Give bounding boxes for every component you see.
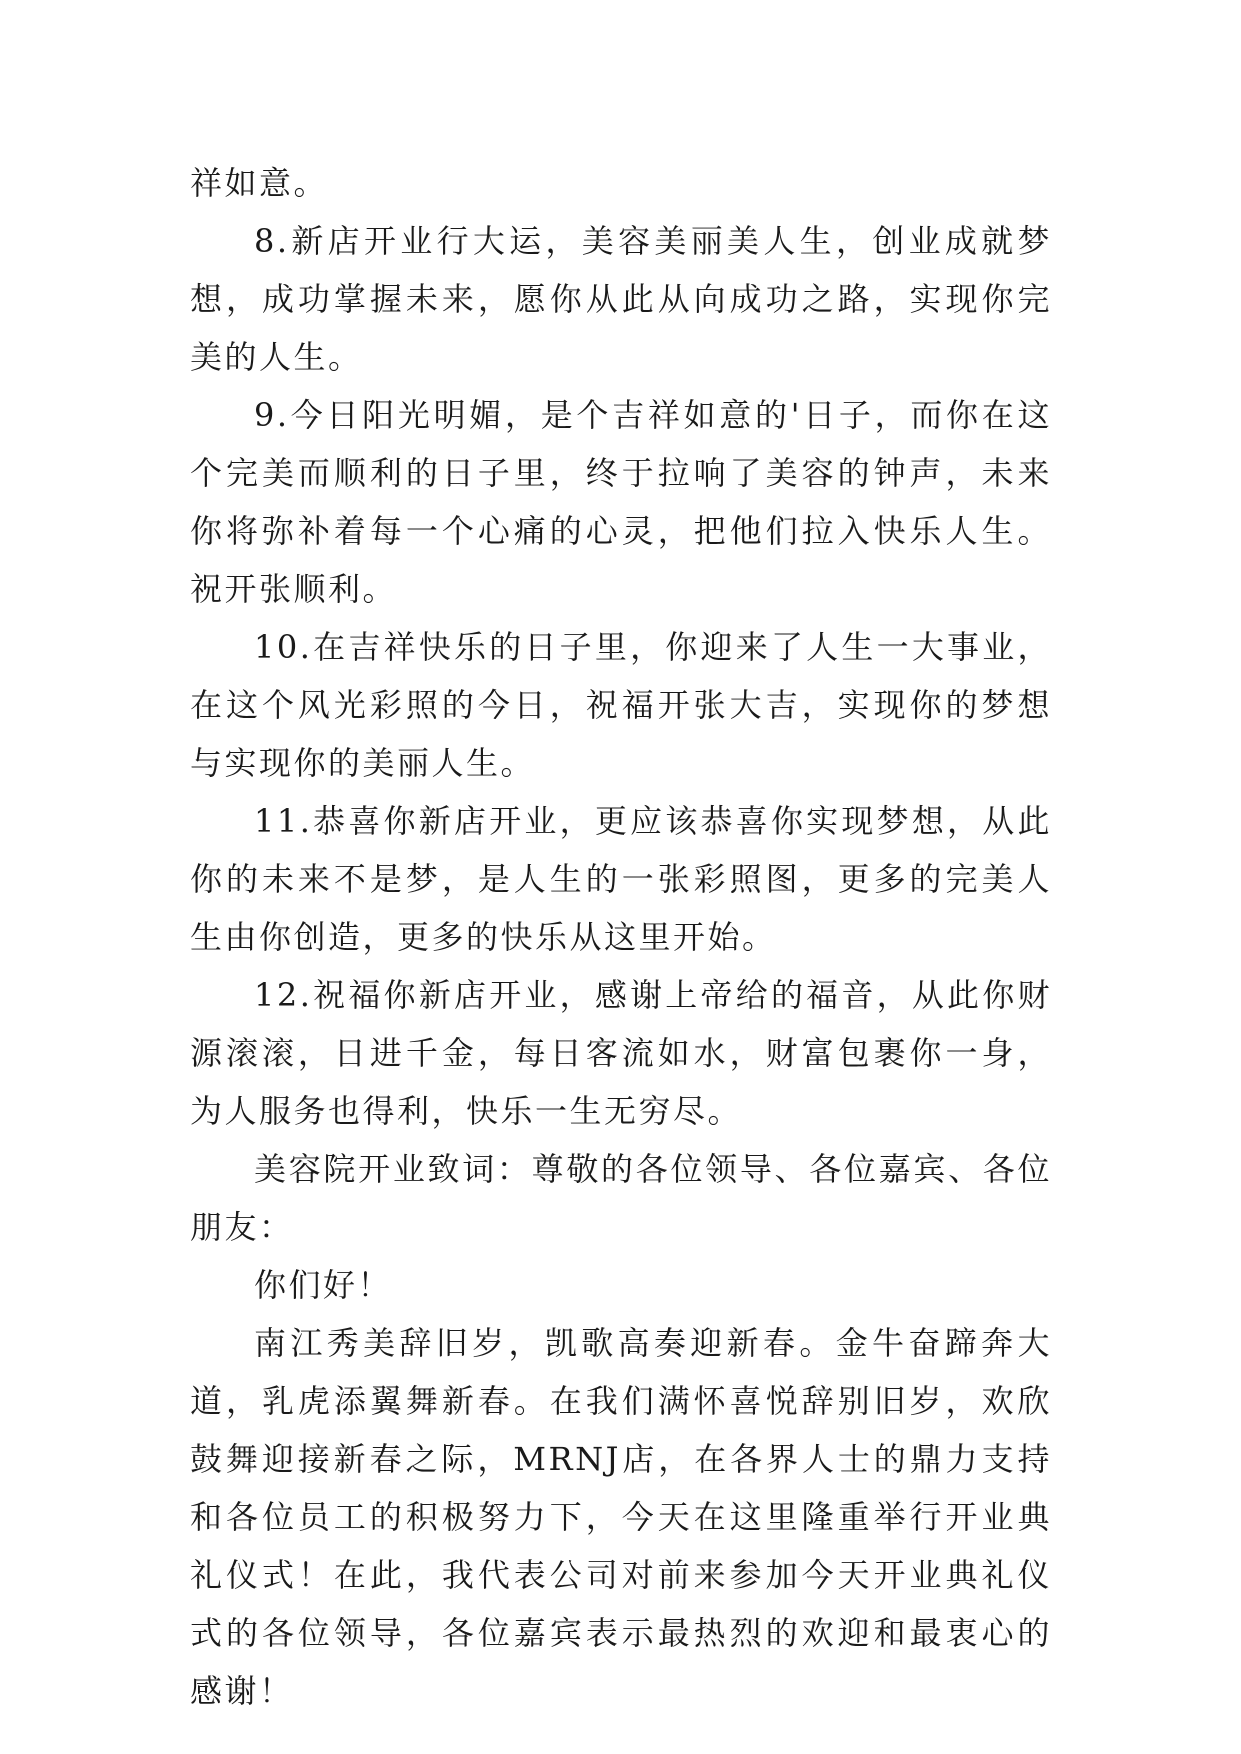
paragraph-blessing-12: 12.祝福你新店开业，感谢上帝给的福音，从此你财源滚滚，日进千金，每日客流如水，财富包裹你一身，为人服务也得利，快乐一生无穷尽。 (190, 976, 1052, 1130)
paragraph-speech-body: 南江秀美辞旧岁，凯歌高奏迎新春。金牛奋蹄奔大道，乳虎添翼舞新春。在我们满怀喜悦辞别旧岁，欢欣鼓舞迎接新春之际，MRNJ店，在各界人士的鼎力支持和各位员工的积极努力下，今天在这里隆重举行开业典礼仪式！在此，我代表公司对前来参加今天开业典礼仪式的各位领导，各位嘉宾表示最热烈的欢迎和最衷心的感谢！ (190, 1324, 1052, 1710)
paragraph-speech-intro: 美容院开业致词：尊敬的各位领导、各位嘉宾、各位朋友： (190, 1150, 1052, 1246)
document-body (190, 154, 1052, 1720)
paragraph-blessing-11: 11.恭喜你新店开业，更应该恭喜你实现梦想，从此你的未来不是梦，是人生的一张彩照图，更多的完美人生由你创造，更多的快乐从这里开始。 (190, 802, 1052, 956)
paragraph-blessing-9: 9.今日阳光明媚，是个吉祥如意的'日子，而你在这个完美而顺利的日子里，终于拉响了美容的钟声，未来你将弥补着每一个心痛的心灵，把他们拉入快乐人生。祝开张顺利。 (190, 396, 1052, 608)
paragraph-greeting: 你们好！ (254, 1266, 393, 1304)
paragraph-blessing-10: 10.在吉祥快乐的日子里，你迎来了人生一大事业，在这个风光彩照的今日，祝福开张大吉，实现你的梦想与实现你的美丽人生。 (190, 628, 1052, 782)
paragraph-blessing-8: 8.新店开业行大运，美容美丽美人生，创业成就梦想，成功掌握未来，愿你从此从向成功之路，实现你完美的人生。 (190, 222, 1052, 376)
paragraph-continuation: 祥如意。 (190, 164, 329, 202)
